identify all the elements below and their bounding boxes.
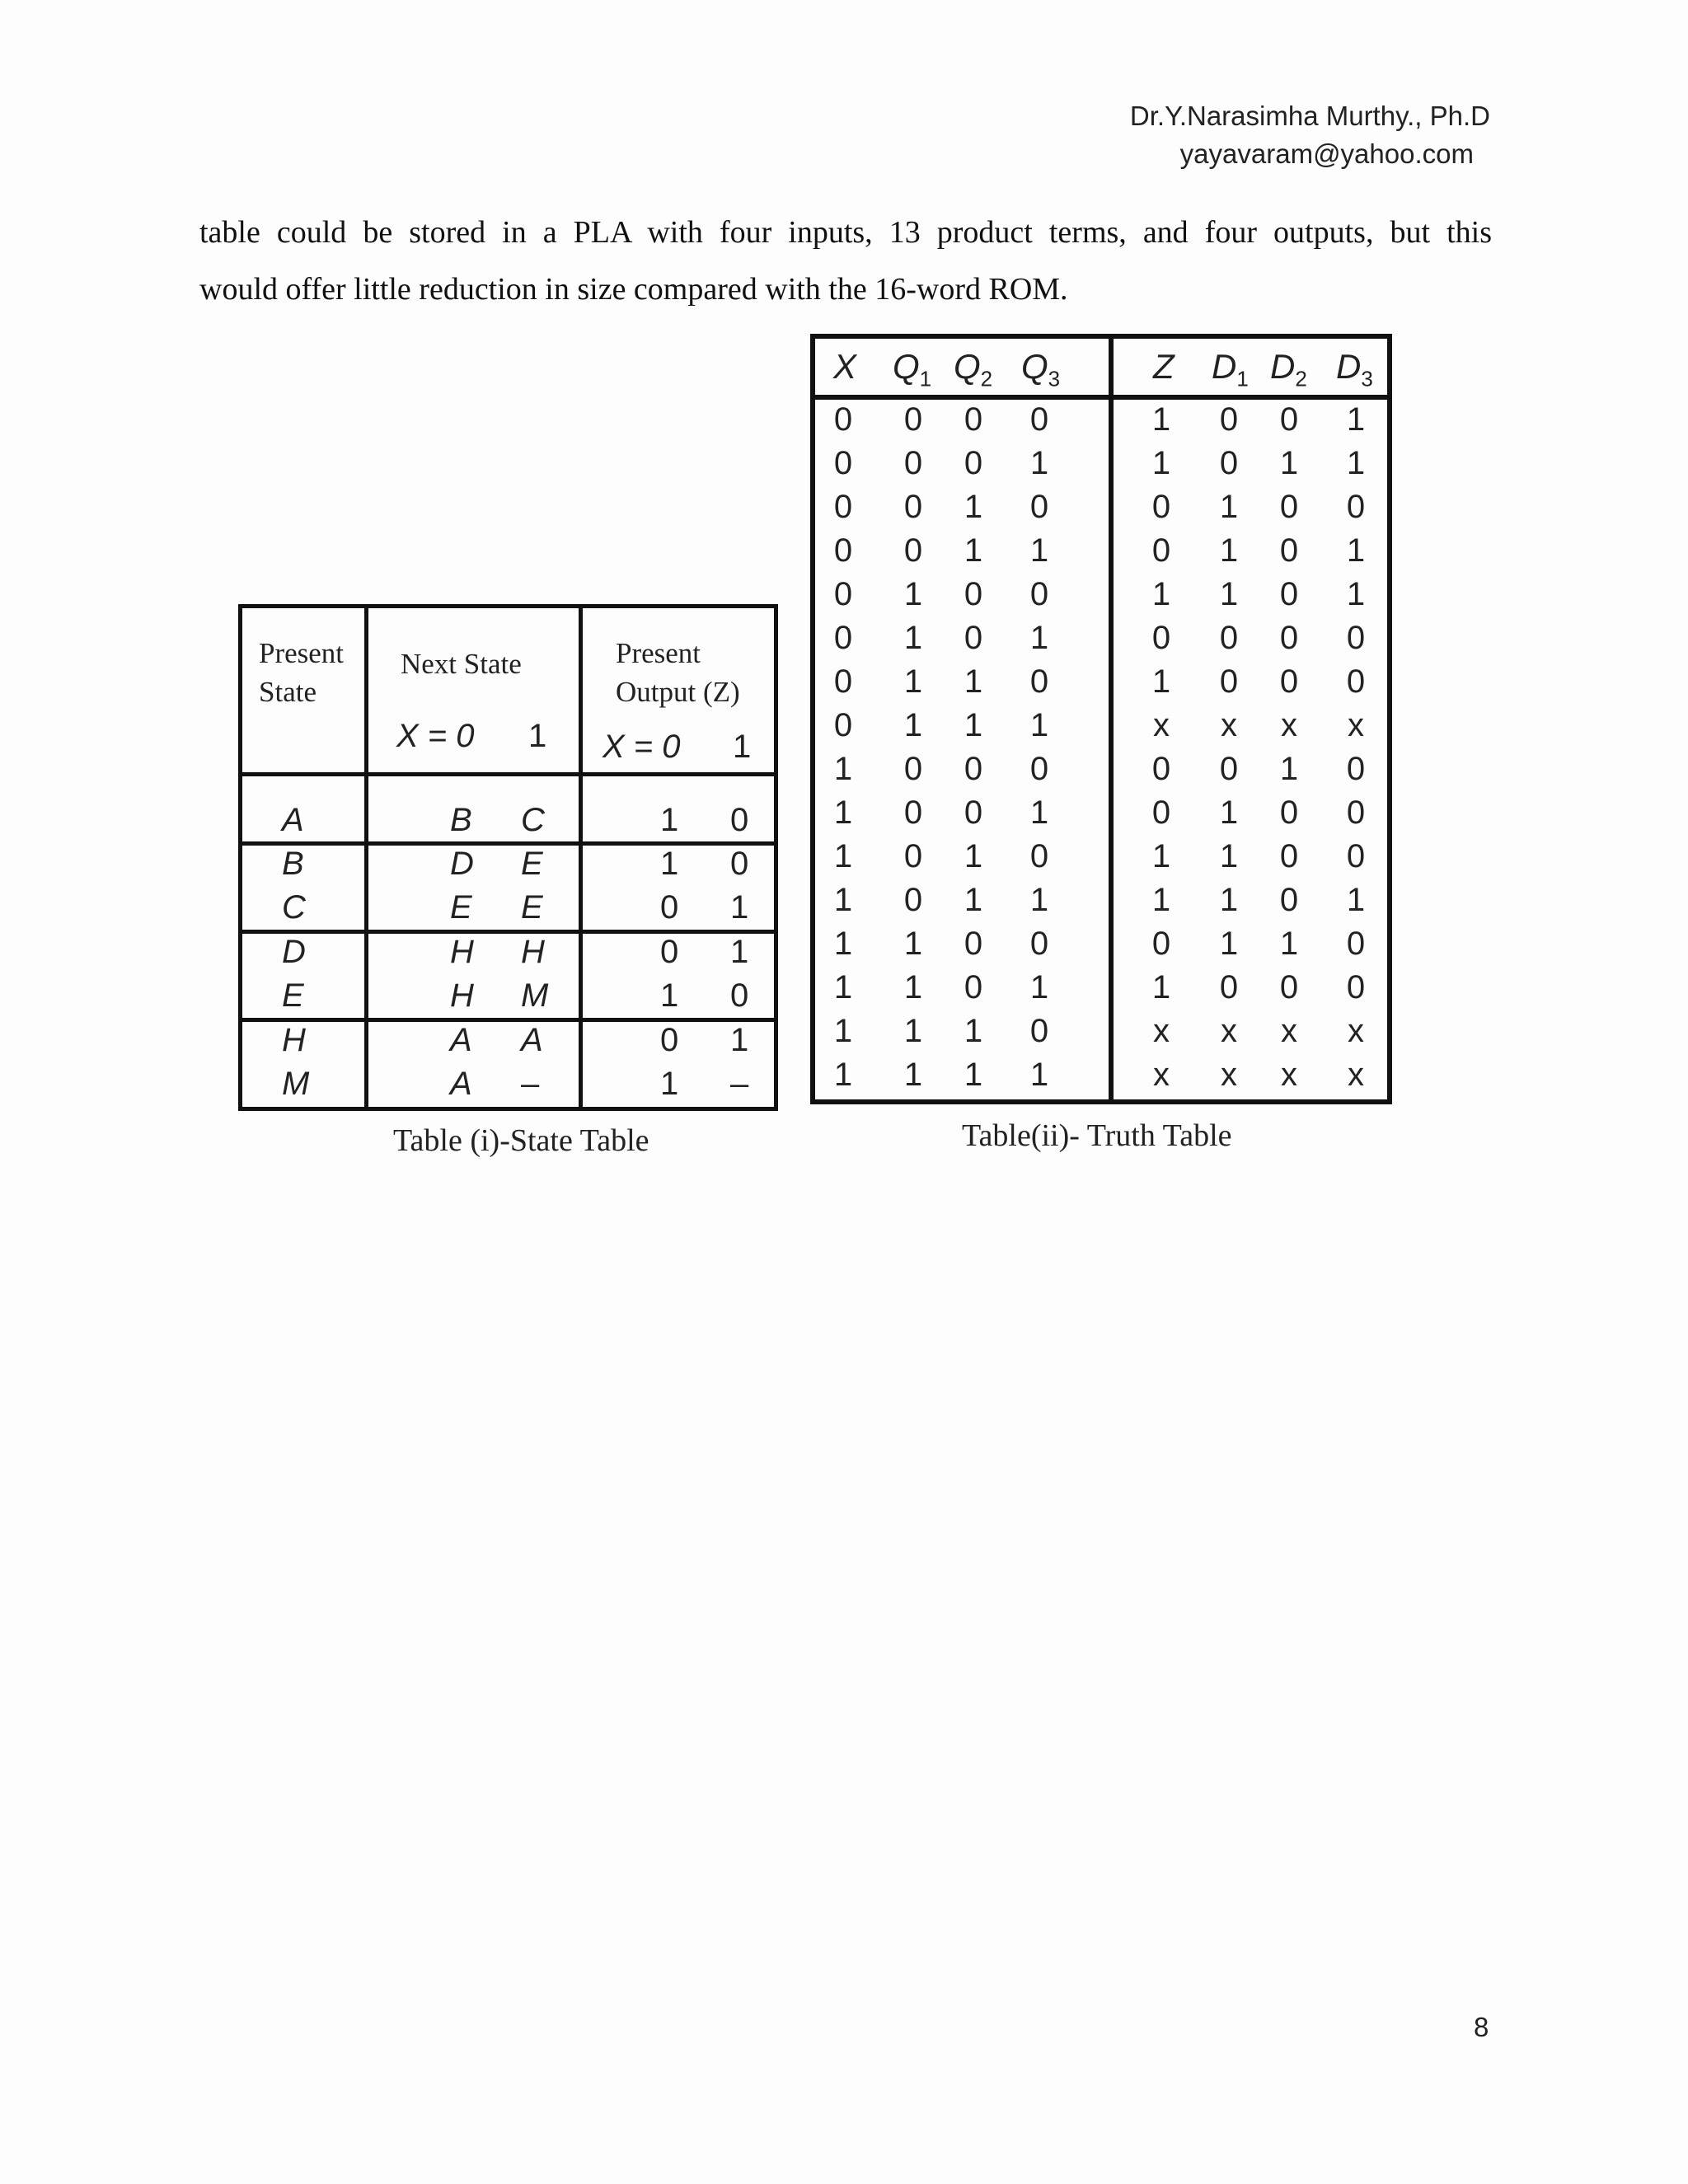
cell-d1: 1: [1219, 882, 1239, 918]
next-state-header: Next State: [401, 648, 522, 680]
cell-q1: 0: [903, 532, 923, 569]
cell-q2: 0: [964, 576, 983, 612]
output-x0: 1: [660, 802, 679, 838]
cell-d1: x: [1221, 1057, 1237, 1093]
cell-x: 1: [833, 1013, 853, 1049]
cell-z: 1: [1151, 663, 1171, 700]
cell-x: 0: [833, 532, 853, 569]
column-divider: [364, 604, 368, 1111]
cell-q3: 0: [1029, 663, 1049, 700]
cell-d3: 0: [1346, 489, 1366, 525]
cell-z: x: [1153, 707, 1170, 743]
cell-q2: 0: [964, 926, 983, 962]
output-x1: 0: [730, 802, 749, 838]
cell-d3: 0: [1346, 794, 1366, 831]
output-x0: 0: [660, 934, 679, 970]
cell-d3: 0: [1346, 969, 1366, 1005]
cell-z: 0: [1151, 620, 1171, 656]
cell-d3: 0: [1346, 620, 1366, 656]
cell-q2: 0: [964, 969, 983, 1005]
output-x1: 1: [730, 889, 749, 926]
next-state-x0: A: [450, 1066, 472, 1102]
paragraph-line: would offer little reduction in size compared with the 16-word ROM.: [199, 272, 1068, 307]
present-output-header: Present: [616, 637, 701, 669]
cell-d1: 0: [1219, 401, 1239, 438]
cell-d2: 0: [1279, 401, 1299, 438]
cell-q1: 1: [903, 576, 923, 612]
cell-d3: x: [1348, 1013, 1364, 1049]
cell-z: 1: [1151, 838, 1171, 874]
cell-d2: 0: [1279, 663, 1299, 700]
cell-d2: 0: [1279, 576, 1299, 612]
cell-d3: 1: [1346, 445, 1366, 481]
present-state: B: [282, 846, 304, 882]
cell-q2: 0: [964, 620, 983, 656]
cell-q3: 0: [1029, 489, 1049, 525]
paragraph-line: table could be stored in a PLA with four inputs, 13 product terms, and four outputs, but this: [199, 215, 1492, 250]
cell-q3: 0: [1029, 401, 1049, 438]
header-divider: [238, 772, 778, 776]
cell-q2: 1: [964, 663, 983, 700]
header-q3: $Q_3$: [1021, 347, 1061, 391]
cell-d1: 1: [1219, 838, 1239, 874]
author-name: Dr.Y.Narasimha Murthy., Ph.D: [1129, 101, 1490, 131]
cell-q2: 1: [964, 707, 983, 743]
cell-z: 0: [1151, 926, 1171, 962]
body-paragraph: [199, 204, 1492, 318]
cell-x: 1: [833, 794, 853, 831]
cell-d3: x: [1348, 1057, 1364, 1093]
state-table-caption: Table (i)-State Table: [393, 1123, 649, 1158]
output-x1: 0: [730, 846, 749, 882]
next-state-x1: M: [521, 977, 549, 1014]
cell-d2: 0: [1279, 882, 1299, 918]
cell-q2: 1: [964, 489, 983, 525]
next-state-x-label: X = 0: [396, 718, 475, 754]
cell-q1: 1: [903, 707, 923, 743]
cell-x: 0: [833, 401, 853, 438]
cell-d2: 0: [1279, 620, 1299, 656]
cell-q2: 0: [964, 445, 983, 481]
cell-d1: 0: [1219, 620, 1239, 656]
cell-d2: 0: [1279, 532, 1299, 569]
cell-q1: 1: [903, 663, 923, 700]
cell-q2: 1: [964, 882, 983, 918]
cell-d2: 1: [1279, 751, 1299, 787]
cell-q3: 0: [1029, 926, 1049, 962]
present-state: D: [282, 934, 306, 970]
present-output-header: Output (Z): [616, 676, 740, 708]
author-email: yayavaram@yahoo.com: [1179, 138, 1474, 169]
cell-q3: 1: [1029, 969, 1049, 1005]
cell-d2: 1: [1279, 445, 1299, 481]
cell-d3: 0: [1346, 926, 1366, 962]
cell-d3: x: [1348, 707, 1364, 743]
cell-z: 0: [1151, 489, 1171, 525]
next-state-x1: A: [521, 1022, 543, 1058]
cell-x: 0: [833, 445, 853, 481]
cell-x: 1: [833, 838, 853, 874]
cell-q3: 1: [1029, 794, 1049, 831]
cell-x: 1: [833, 926, 853, 962]
cell-z: x: [1153, 1013, 1170, 1049]
cell-x: 0: [833, 663, 853, 700]
cell-z: 1: [1151, 882, 1171, 918]
header-q2: $Q_2$: [954, 347, 993, 391]
cell-d3: 1: [1346, 401, 1366, 438]
cell-q3: 1: [1029, 532, 1049, 569]
cell-q1: 0: [903, 882, 923, 918]
cell-q3: 1: [1029, 707, 1049, 743]
next-state-1-label: 1: [528, 718, 547, 754]
header-z: Z: [1153, 347, 1175, 386]
output-x0: 1: [660, 846, 679, 882]
cell-d3: 1: [1346, 532, 1366, 569]
row-divider: [238, 930, 778, 934]
cell-q3: 1: [1029, 1057, 1049, 1093]
present-state: M: [282, 1066, 310, 1102]
header-d2: $D_2$: [1270, 347, 1307, 391]
present-state: C: [282, 889, 306, 926]
cell-z: x: [1153, 1057, 1170, 1093]
cell-x: 0: [833, 576, 853, 612]
cell-q2: 1: [964, 1013, 983, 1049]
output-x1: 0: [730, 977, 749, 1014]
cell-q3: 0: [1029, 751, 1049, 787]
cell-q3: 0: [1029, 1013, 1049, 1049]
cell-d2: x: [1281, 707, 1297, 743]
cell-z: 1: [1151, 401, 1171, 438]
cell-q3: 1: [1029, 620, 1049, 656]
cell-d1: x: [1221, 1013, 1237, 1049]
present-state: E: [282, 977, 304, 1014]
output-x1: 1: [730, 1022, 749, 1058]
output-x1: 1: [730, 934, 749, 970]
next-state-x0: H: [450, 977, 474, 1014]
truth-table-caption: Table(ii)- Truth Table: [962, 1118, 1232, 1153]
cell-q1: 0: [903, 751, 923, 787]
cell-d1: 0: [1219, 969, 1239, 1005]
output-x0: 0: [660, 1022, 679, 1058]
cell-q2: 1: [964, 838, 983, 874]
cell-x: 0: [833, 707, 853, 743]
row-divider: [238, 1018, 778, 1022]
cell-d1: 1: [1219, 576, 1239, 612]
cell-q1: 1: [903, 926, 923, 962]
cell-x: 0: [833, 489, 853, 525]
cell-q1: 1: [903, 1013, 923, 1049]
output-1-label: 1: [733, 729, 752, 765]
cell-d2: 1: [1279, 926, 1299, 962]
cell-q1: 1: [903, 1057, 923, 1093]
cell-q2: 1: [964, 532, 983, 569]
row-divider: [238, 841, 778, 846]
cell-q1: 0: [903, 445, 923, 481]
next-state-x0: A: [450, 1022, 472, 1058]
cell-d2: 0: [1279, 489, 1299, 525]
truth-table: [810, 334, 1392, 1104]
header-d1: $D_1$: [1212, 347, 1249, 391]
column-divider: [579, 604, 583, 1111]
page-header: [1130, 97, 1490, 173]
cell-d1: 0: [1219, 663, 1239, 700]
output-x0: 0: [660, 889, 679, 926]
cell-d1: 1: [1219, 489, 1239, 525]
output-x0: 1: [660, 1066, 679, 1102]
header-d3: $D_3$: [1336, 347, 1373, 391]
cell-d3: 1: [1346, 882, 1366, 918]
next-state-x0: B: [450, 802, 472, 838]
cell-d1: 1: [1219, 926, 1239, 962]
cell-d1: 0: [1219, 445, 1239, 481]
cell-q2: 0: [964, 794, 983, 831]
cell-x: 1: [833, 751, 853, 787]
cell-q1: 0: [903, 489, 923, 525]
header-x: X: [833, 347, 857, 386]
next-state-x0: H: [450, 934, 474, 970]
cell-q1: 0: [903, 794, 923, 831]
cell-z: 1: [1151, 969, 1171, 1005]
header-divider: [810, 395, 1392, 400]
output-x1: –: [730, 1066, 749, 1102]
cell-q1: 0: [903, 401, 923, 438]
cell-d3: 0: [1346, 751, 1366, 787]
next-state-x0: E: [450, 889, 472, 926]
present-state: A: [282, 802, 304, 838]
cell-d3: 0: [1346, 838, 1366, 874]
next-state-x1: E: [521, 846, 543, 882]
cell-d2: 0: [1279, 794, 1299, 831]
cell-q3: 1: [1029, 882, 1049, 918]
cell-x: 0: [833, 620, 853, 656]
cell-d2: 0: [1279, 969, 1299, 1005]
cell-q2: 0: [964, 401, 983, 438]
next-state-x0: D: [450, 846, 474, 882]
cell-x: 1: [833, 882, 853, 918]
cell-q1: 1: [903, 969, 923, 1005]
cell-z: 0: [1151, 794, 1171, 831]
cell-q3: 0: [1029, 838, 1049, 874]
present-state-header: State: [259, 676, 316, 708]
cell-d1: 1: [1219, 532, 1239, 569]
cell-q3: 0: [1029, 576, 1049, 612]
next-state-x1: E: [521, 889, 543, 926]
state-table: [238, 604, 778, 1111]
next-state-x1: C: [521, 802, 545, 838]
cell-z: 1: [1151, 445, 1171, 481]
cell-d2: x: [1281, 1013, 1297, 1049]
cell-d2: x: [1281, 1057, 1297, 1093]
cell-z: 1: [1151, 576, 1171, 612]
cell-d1: 0: [1219, 751, 1239, 787]
cell-q2: 1: [964, 1057, 983, 1093]
cell-x: 1: [833, 969, 853, 1005]
present-state: H: [282, 1022, 306, 1058]
present-state-header: Present: [259, 637, 345, 669]
page-number: 8: [1474, 2012, 1489, 2042]
cell-d1: x: [1221, 707, 1237, 743]
cell-d3: 1: [1346, 576, 1366, 612]
cell-d1: 1: [1219, 794, 1239, 831]
cell-q3: 1: [1029, 445, 1049, 481]
next-state-x1: H: [521, 934, 545, 970]
cell-d2: 0: [1279, 838, 1299, 874]
cell-z: 0: [1151, 751, 1171, 787]
output-x-label: X = 0: [603, 729, 681, 765]
column-divider: [1109, 334, 1114, 1104]
cell-x: 1: [833, 1057, 853, 1093]
cell-q1: 1: [903, 620, 923, 656]
cell-q2: 0: [964, 751, 983, 787]
cell-d3: 0: [1346, 663, 1366, 700]
header-q1: $Q_1$: [893, 347, 932, 391]
output-x0: 1: [660, 977, 679, 1014]
cell-z: 0: [1151, 532, 1171, 569]
cell-q1: 0: [903, 838, 923, 874]
next-state-x1: –: [521, 1066, 540, 1102]
